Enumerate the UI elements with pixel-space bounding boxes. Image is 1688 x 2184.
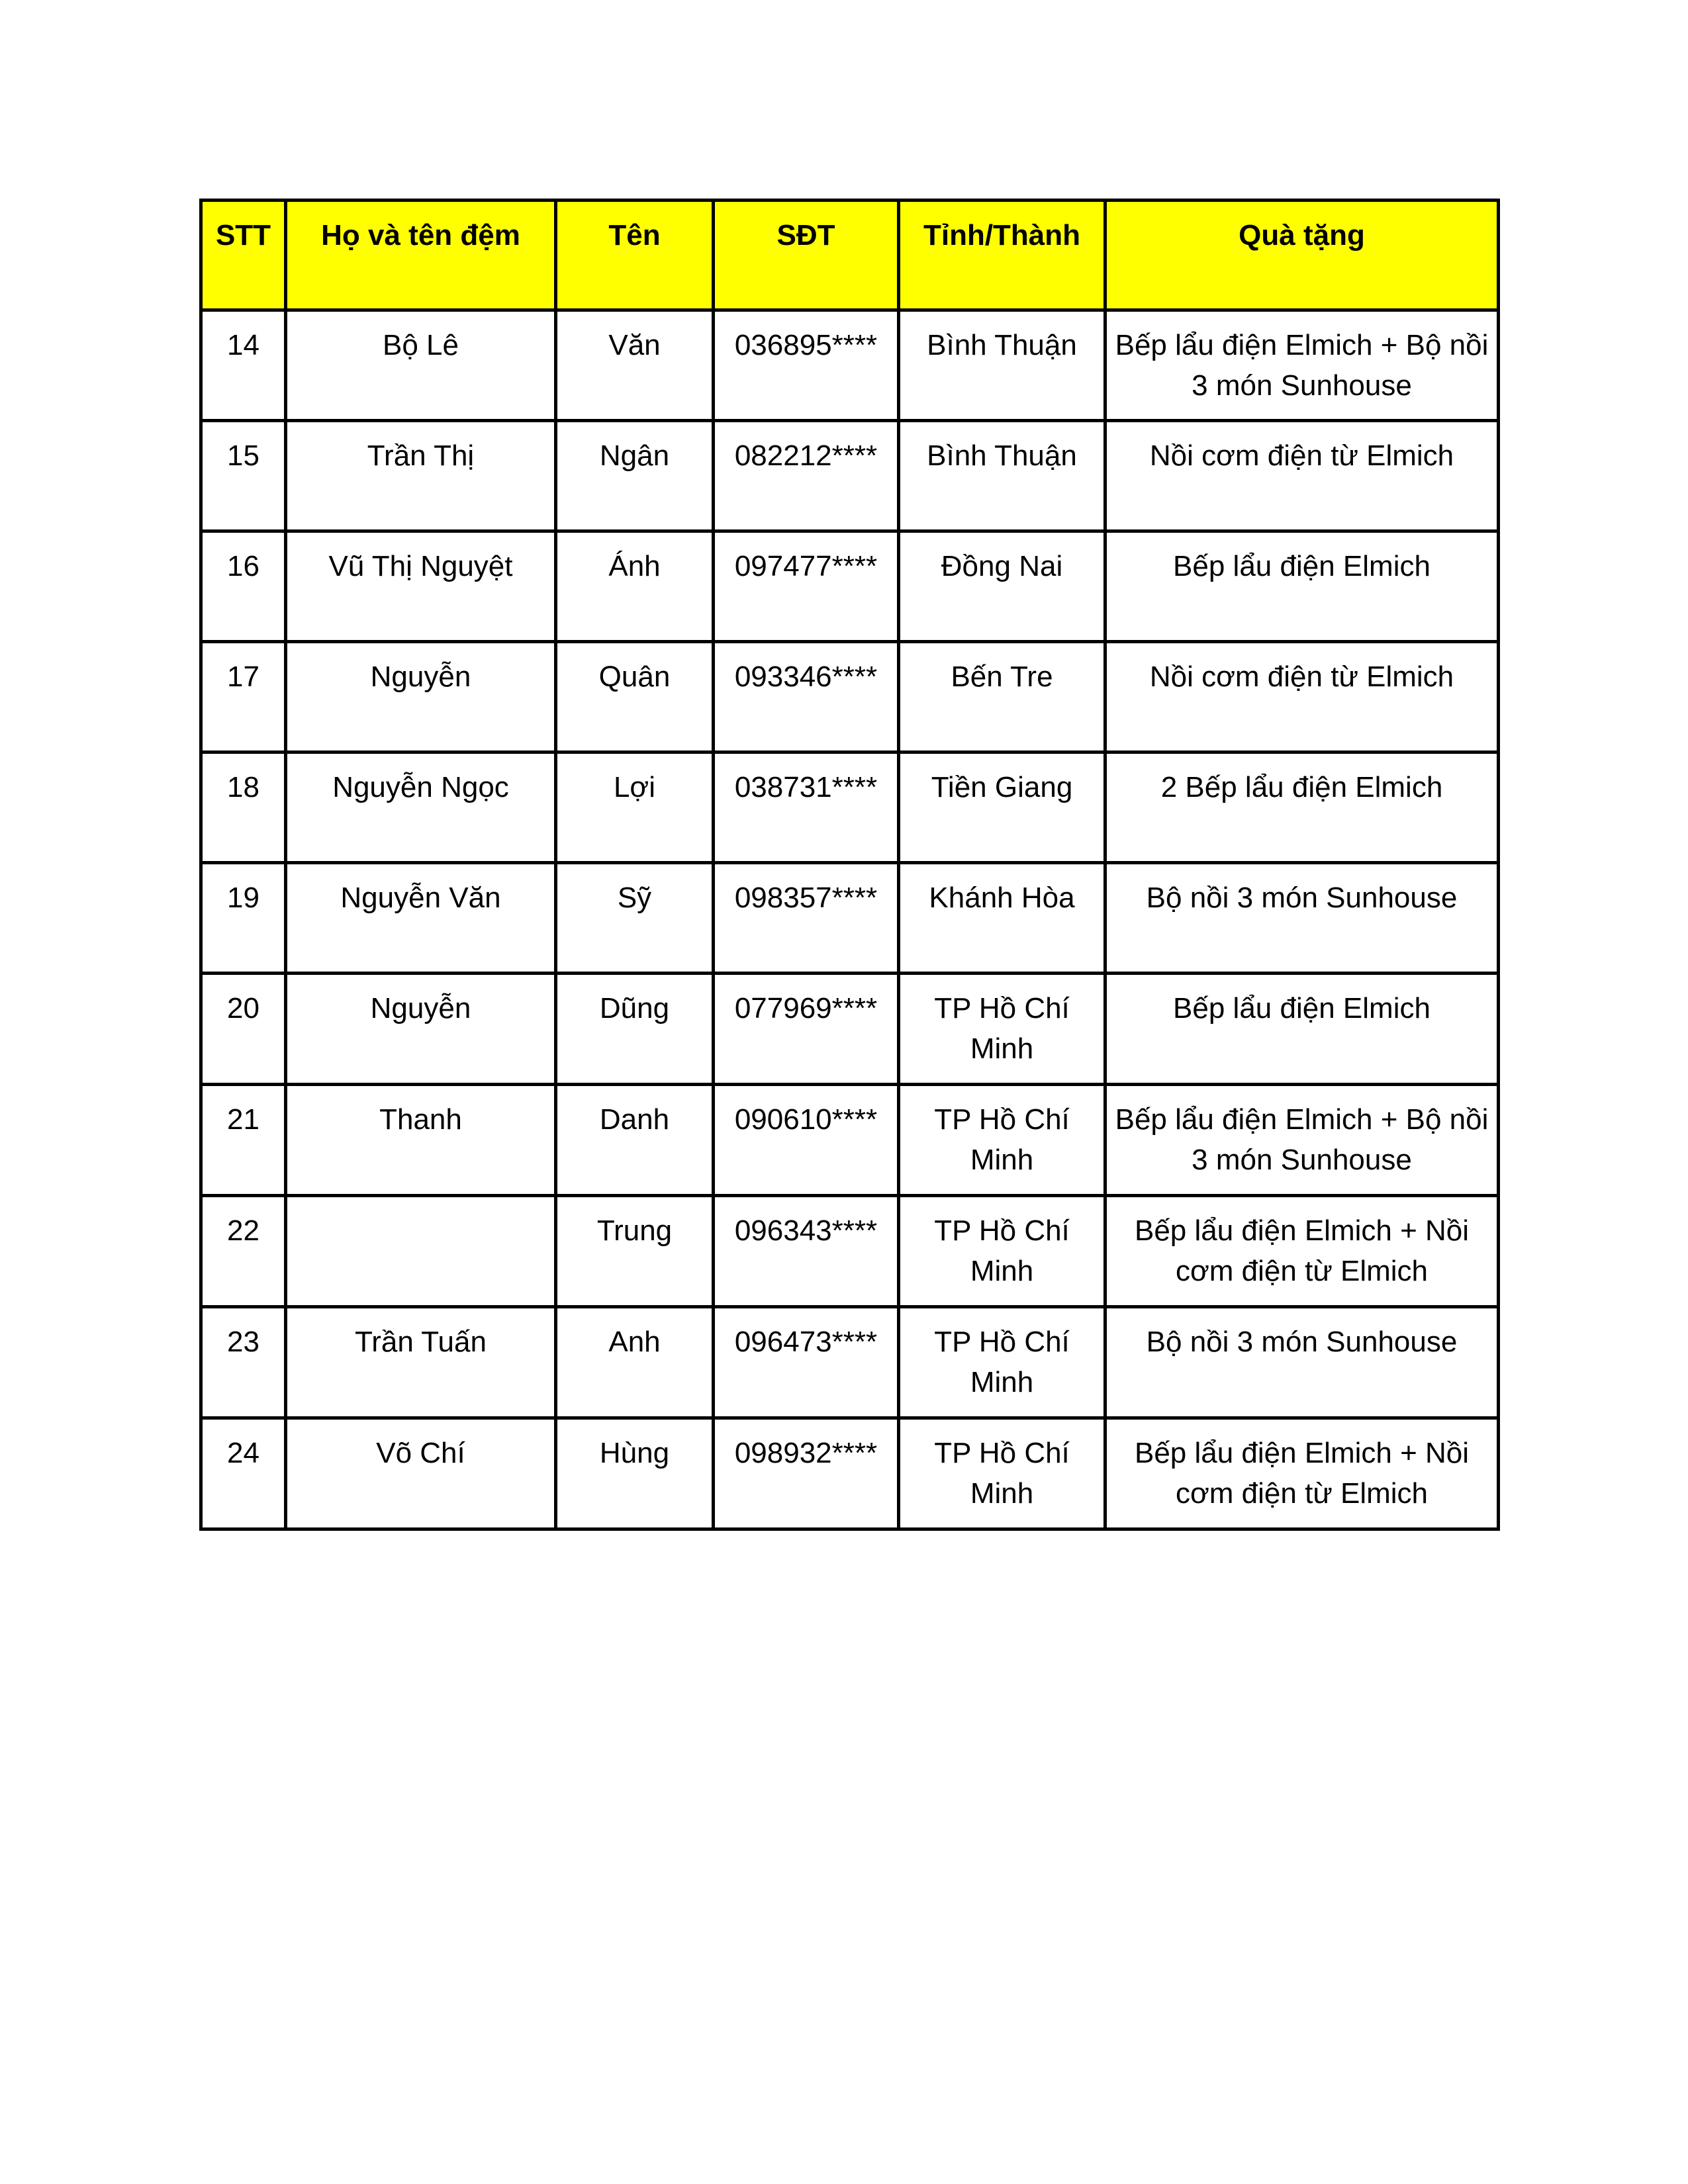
cell-stt: 15 <box>201 421 286 531</box>
cell-sdt: 038731**** <box>714 752 899 863</box>
table-row <box>201 752 1499 863</box>
cell-qua-tang: Bếp lẩu điện Elmich + Bộ nồi 3 món Sunhouse <box>1105 1085 1499 1196</box>
header-ten: Tên <box>556 201 714 310</box>
cell-sdt: 036895**** <box>714 310 899 421</box>
cell-stt: 16 <box>201 531 286 642</box>
cell-stt: 21 <box>201 1085 286 1196</box>
cell-ten: Hùng <box>556 1418 714 1529</box>
table-row <box>201 310 1499 421</box>
cell-tinh-thanh: Bình Thuận <box>899 310 1105 421</box>
cell-ho-ten-dem: Nguyễn <box>286 642 556 752</box>
cell-ho-ten-dem: Nguyễn Văn <box>286 863 556 974</box>
cell-ten: Ánh <box>556 531 714 642</box>
cell-stt: 24 <box>201 1418 286 1529</box>
cell-ten: Anh <box>556 1307 714 1418</box>
cell-qua-tang: Nồi cơm điện từ Elmich <box>1105 642 1499 752</box>
cell-ten: Trung <box>556 1196 714 1307</box>
cell-stt: 18 <box>201 752 286 863</box>
cell-ten: Văn <box>556 310 714 421</box>
table-row <box>201 863 1499 974</box>
cell-ten: Dũng <box>556 974 714 1085</box>
cell-qua-tang: Nồi cơm điện từ Elmich <box>1105 421 1499 531</box>
table-row <box>201 1307 1499 1418</box>
cell-qua-tang: Bộ nồi 3 món Sunhouse <box>1105 863 1499 974</box>
cell-ho-ten-dem: Vũ Thị Nguyệt <box>286 531 556 642</box>
header-sdt: SĐT <box>714 201 899 310</box>
cell-ho-ten-dem: Nguyễn Ngọc <box>286 752 556 863</box>
winners-table <box>199 199 1500 1531</box>
cell-tinh-thanh: TP Hồ Chí Minh <box>899 1307 1105 1418</box>
header-ho-ten-dem: Họ và tên đệm <box>286 201 556 310</box>
cell-qua-tang: Bếp lẩu điện Elmich + Nồi cơm điện từ Elmich <box>1105 1418 1499 1529</box>
cell-sdt: 097477**** <box>714 531 899 642</box>
cell-tinh-thanh: TP Hồ Chí Minh <box>899 974 1105 1085</box>
table-row <box>201 642 1499 752</box>
cell-sdt: 082212**** <box>714 421 899 531</box>
cell-tinh-thanh: TP Hồ Chí Minh <box>899 1196 1105 1307</box>
table-row <box>201 1085 1499 1196</box>
cell-stt: 17 <box>201 642 286 752</box>
cell-sdt: 077969**** <box>714 974 899 1085</box>
table-row <box>201 1196 1499 1307</box>
cell-ten: Lợi <box>556 752 714 863</box>
cell-ten: Quân <box>556 642 714 752</box>
cell-stt: 14 <box>201 310 286 421</box>
cell-qua-tang: Bếp lẩu điện Elmich <box>1105 531 1499 642</box>
cell-tinh-thanh: Tiền Giang <box>899 752 1105 863</box>
cell-ho-ten-dem: Võ Chí <box>286 1418 556 1529</box>
cell-qua-tang: Bếp lẩu điện Elmich + Bộ nồi 3 món Sunhouse <box>1105 310 1499 421</box>
header-stt: STT <box>201 201 286 310</box>
cell-ho-ten-dem: Bộ Lê <box>286 310 556 421</box>
cell-ten: Danh <box>556 1085 714 1196</box>
cell-tinh-thanh: TP Hồ Chí Minh <box>899 1418 1105 1529</box>
cell-ten: Sỹ <box>556 863 714 974</box>
header-qua-tang: Quà tặng <box>1105 201 1499 310</box>
header-row <box>201 201 1499 310</box>
cell-qua-tang: Bếp lẩu điện Elmich + Nồi cơm điện từ Elmich <box>1105 1196 1499 1307</box>
cell-sdt: 090610**** <box>714 1085 899 1196</box>
header-tinh-thanh: Tỉnh/Thành <box>899 201 1105 310</box>
cell-stt: 20 <box>201 974 286 1085</box>
cell-qua-tang: Bếp lẩu điện Elmich <box>1105 974 1499 1085</box>
cell-sdt: 098357**** <box>714 863 899 974</box>
cell-tinh-thanh: Bến Tre <box>899 642 1105 752</box>
cell-sdt: 098932**** <box>714 1418 899 1529</box>
cell-sdt: 096473**** <box>714 1307 899 1418</box>
cell-ho-ten-dem: Trần Thị <box>286 421 556 531</box>
cell-ho-ten-dem: Trần Tuấn <box>286 1307 556 1418</box>
cell-ho-ten-dem: Thanh <box>286 1085 556 1196</box>
cell-sdt: 093346**** <box>714 642 899 752</box>
cell-ho-ten-dem <box>286 1196 556 1307</box>
cell-ho-ten-dem: Nguyễn <box>286 974 556 1085</box>
cell-tinh-thanh: Bình Thuận <box>899 421 1105 531</box>
cell-sdt: 096343**** <box>714 1196 899 1307</box>
cell-stt: 19 <box>201 863 286 974</box>
cell-tinh-thanh: Khánh Hòa <box>899 863 1105 974</box>
table-row <box>201 421 1499 531</box>
cell-stt: 23 <box>201 1307 286 1418</box>
table-row <box>201 1418 1499 1529</box>
cell-stt: 22 <box>201 1196 286 1307</box>
table-row <box>201 974 1499 1085</box>
table-row <box>201 531 1499 642</box>
cell-qua-tang: Bộ nồi 3 món Sunhouse <box>1105 1307 1499 1418</box>
cell-tinh-thanh: TP Hồ Chí Minh <box>899 1085 1105 1196</box>
cell-qua-tang: 2 Bếp lẩu điện Elmich <box>1105 752 1499 863</box>
cell-ten: Ngân <box>556 421 714 531</box>
cell-tinh-thanh: Đồng Nai <box>899 531 1105 642</box>
